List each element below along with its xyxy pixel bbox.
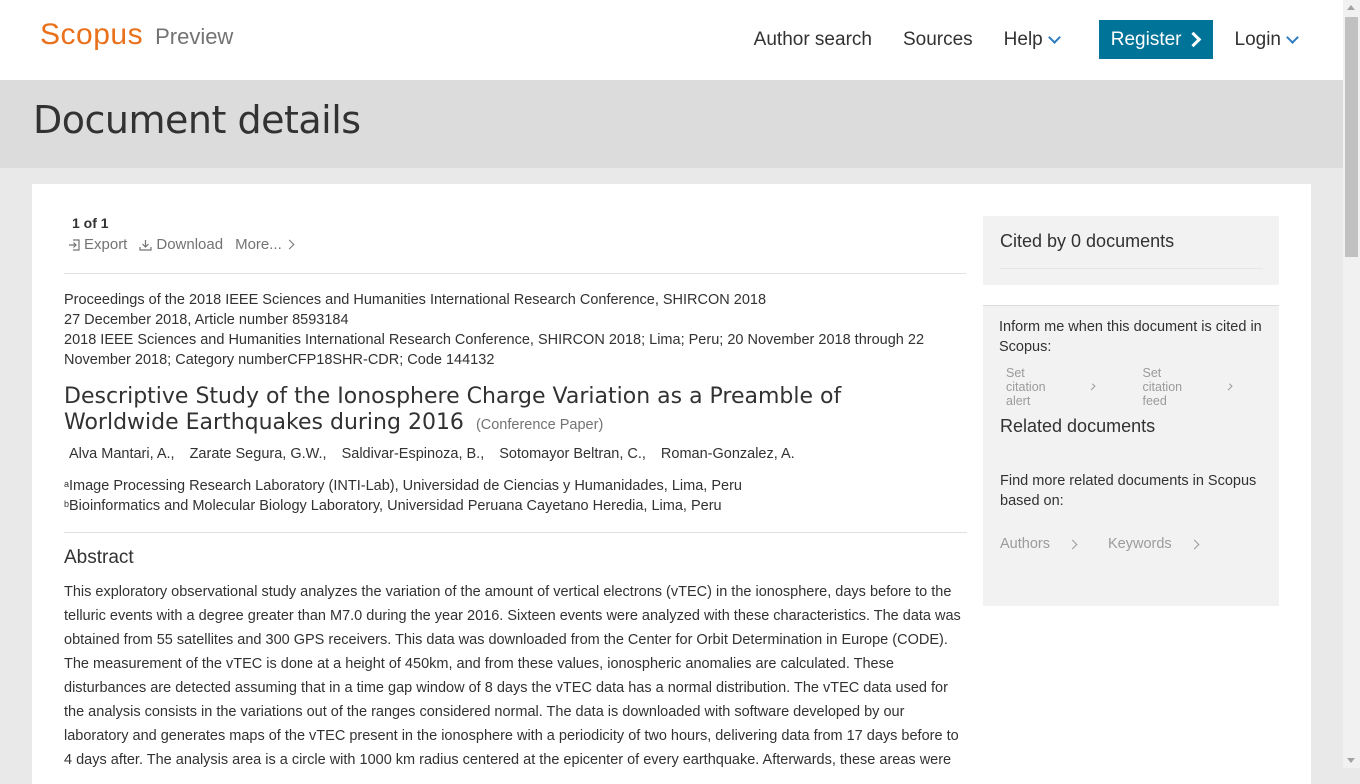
download-label: Download [156, 236, 224, 253]
affiliations [64, 476, 742, 516]
document-title [64, 384, 944, 438]
results-count: 1 of 1 [72, 215, 109, 231]
divider [64, 273, 966, 274]
download-icon [139, 239, 152, 251]
set-citation-feed-link[interactable] [1143, 366, 1256, 408]
chevron-down-icon [1286, 31, 1299, 44]
author-link[interactable]: Saldivar-Espinoza, B., [341, 446, 485, 462]
author-link[interactable]: Alva Mantari, A., [69, 446, 175, 462]
source-date: 27 December 2018, Article number 8593184 [64, 312, 349, 328]
brand-sub: Preview [155, 24, 234, 49]
export-button[interactable] [68, 236, 127, 253]
document-panel [32, 184, 1311, 784]
page-title: Document details [33, 98, 361, 142]
cited-by-heading: Cited by 0 documents [1000, 231, 1175, 251]
chevron-right-icon [1185, 32, 1201, 48]
citation-alert-info: Inform me when this document is cited in Scopus: [999, 319, 1262, 355]
more-button[interactable] [235, 236, 293, 253]
chevron-right-icon [1068, 539, 1078, 549]
scroll-up-arrow-icon[interactable] [1347, 5, 1355, 10]
set-citation-feed-label: Set citation feed [1142, 366, 1183, 408]
chevron-down-icon [1048, 31, 1061, 44]
chevron-right-icon [1225, 383, 1232, 390]
scopus-logo[interactable] [40, 18, 233, 52]
main-nav [754, 20, 1297, 59]
affiliation-mark: b [64, 499, 70, 509]
cited-by-box [983, 216, 1279, 285]
related-keywords-link[interactable] [1108, 536, 1214, 552]
more-label: More... [235, 236, 282, 253]
register-label: Register [1110, 28, 1182, 50]
affiliation-text: Image Processing Research Laboratory (INTI-Lab), Universidad de Ciencias y Humanidades, Lima, Peru [69, 478, 742, 494]
author-link[interactable]: Zarate Segura, G.W., [189, 446, 327, 462]
vertical-scrollbar[interactable] [1343, 0, 1360, 768]
source-title[interactable]: Proceedings of the 2018 IEEE Sciences and Humanities International Research Conference, SHIRCON 2018 [64, 292, 767, 308]
divider [1000, 268, 1263, 269]
document-title-text: Descriptive Study of the Ionosphere Charge Variation as a Preamble of Worldwide Earthquakes during 2016 [64, 384, 842, 435]
nav-login[interactable] [1235, 29, 1298, 51]
related-documents-heading: Related documents [1000, 416, 1156, 436]
related-authors-link[interactable] [1000, 536, 1092, 552]
set-citation-alert-link[interactable] [1006, 366, 1119, 408]
affiliation-a [64, 476, 742, 496]
nav-login-label: Login [1234, 28, 1281, 50]
document-toolbar [68, 236, 305, 253]
document-type: (Conference Paper) [475, 417, 604, 433]
set-citation-alert-label: Set citation alert [1006, 366, 1046, 408]
author-link[interactable]: Roman-Gonzalez, A. [660, 446, 795, 462]
conference-info: 2018 IEEE Sciences and Humanities International Research Conference, SHIRCON 2018; Lima; Peru; 20 November 2018 through 22 [64, 332, 925, 348]
related-authors-label: Authors [1000, 536, 1050, 552]
affiliation-mark: a [64, 479, 70, 489]
chevron-right-icon [284, 240, 294, 250]
citation-alert-links [1006, 366, 1279, 408]
sidebar-panel [983, 305, 1279, 606]
affiliation-text: Bioinformatics and Molecular Biology Laboratory, Universidad Peruana Cayetano Heredia, Lima, Peru [69, 498, 722, 514]
title-band [0, 80, 1343, 168]
author-link[interactable]: Sotomayor Beltran, C., [499, 446, 646, 462]
abstract-text: This exploratory observational study analyzes the variation of the amount of vertical electrons (vTEC) in the ionosphere, days before to the telluric events with a degree greater than M7.0 during the year 2016. Sixteen events were analyzed with these characteristics. The data was obtained from 55 satellites and 300 GPS receivers. This data was downloaded from the Center for Orbit Determination in Europe (CODE). The measurement of the vTEC is done at a height of 450km, and from these values, ionospheric anomalies are calculated. These disturbances are detected assuming that in a time gap window of 8 days the vTEC data has a normal distribution. The vTEC data used for the analysis consists in the variations out of the ranges considered normal. The data is downloaded with software developed by our laboratory and generates maps of the vTEC present in the ionosphere with a periodicity of two hours, delivering data from 17 days before to 4 days after. The analysis area is a circle with 1000 km radius centered at the epicenter of every earthquake. Afterwards, these areas were [64, 584, 961, 768]
export-label: Export [84, 236, 128, 253]
nav-help[interactable] [1004, 29, 1059, 51]
export-icon [68, 239, 80, 251]
conference-info-cont: November 2018; Category numberCFP18SHR-CDR; Code 144132 [64, 352, 495, 368]
related-keywords-label: Keywords [1107, 536, 1172, 552]
brand-name: Scopus [40, 18, 144, 51]
affiliation-b [64, 496, 742, 516]
nav-sources[interactable]: Sources [902, 28, 973, 50]
nav-author-search[interactable]: Author search [753, 28, 872, 50]
scroll-down-arrow-icon[interactable] [1347, 758, 1355, 763]
nav-help-label: Help [1003, 28, 1043, 50]
chevron-right-icon [1089, 383, 1096, 390]
download-button[interactable] [139, 236, 223, 253]
top-header [0, 0, 1343, 80]
related-documents-info: Find more related documents in Scopus based on: [1000, 473, 1257, 509]
register-button[interactable] [1099, 20, 1213, 59]
chevron-right-icon [1189, 539, 1199, 549]
scroll-thumb[interactable] [1345, 17, 1358, 257]
divider [64, 532, 967, 533]
source-info [64, 290, 944, 370]
author-list [69, 446, 810, 462]
related-links [1000, 536, 1230, 552]
abstract-heading: Abstract [64, 547, 134, 568]
